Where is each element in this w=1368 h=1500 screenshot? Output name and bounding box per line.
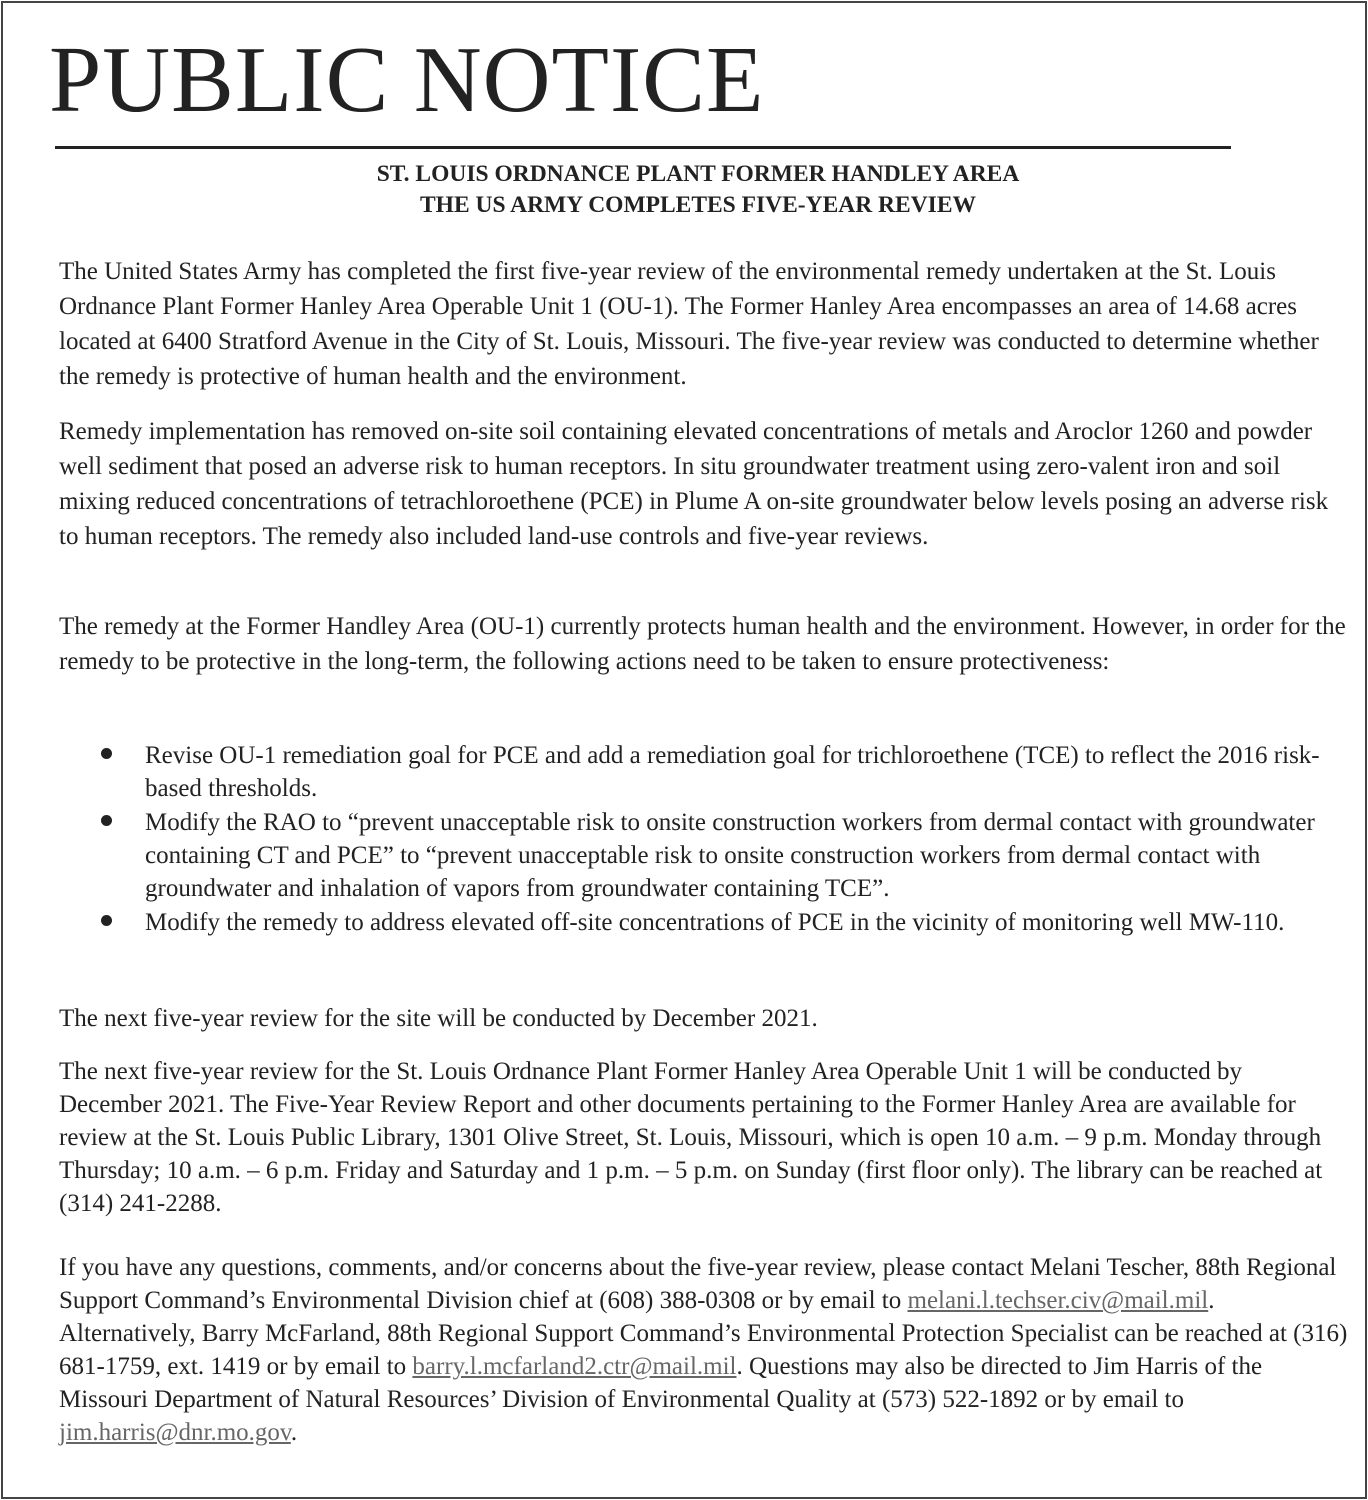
list-item	[59, 906, 1349, 939]
contact-text-2: . Alternatively, Barry McFarland, 88th Regional Support Command’s Environmental Protection Specialist can be reached at (316) 681-1759, ext. 1419 or by email to	[59, 1287, 1348, 1380]
paragraph-contact	[59, 1251, 1349, 1449]
headline-line-2: THE US ARMY COMPLETES FIVE-YEAR REVIEW	[419, 192, 976, 218]
paragraph-remedy-implementation: Remedy implementation has removed on-site soil containing elevated concentrations of metals and Aroclor 1260 and powder well sediment that posed an adverse risk to human receptors. In situ groundwater treatment using zero-valent iron and soil mixing reduced concentrations of tetrachloroethene (PCE) in Plume A on-site groundwater below levels posing an adverse risk to human receptors. The remedy also included land-use controls and five-year reviews.	[59, 418, 1329, 550]
title-divider	[55, 146, 1231, 149]
notice-frame	[1, 1, 1367, 1499]
page-title: PUBLIC NOTICE	[49, 28, 765, 132]
list-item-text: Modify the RAO to “prevent unacceptable risk to onsite construction workers from dermal contact with groundwater containing CT and PCE” to “prevent unacceptable risk to onsite construction workers from dermal contact with groundwater and inhalation of vapors from groundwater containing TCE”.	[145, 809, 1315, 902]
list-item	[59, 806, 1349, 905]
paragraph-library: The next five-year review for the St. Louis Ordnance Plant Former Hanley Area Operable Unit 1 will be conducted by December 2021. The Five-Year Review Report and other documents pertaining to the Former Hanley Area are available for review at the St. Louis Public Library, 1301 Olive Street, St. Louis, Missouri, which is open 10 a.m. – 9 p.m. Monday through Thursday; 10 a.m. – 6 p.m. Friday and Saturday and 1 p.m. – 5 p.m. on Sunday (first floor only). The library can be reached at (314) 241-2288.	[59, 1058, 1323, 1217]
bullet-icon	[101, 748, 112, 759]
paragraph-protectiveness: The remedy at the Former Handley Area (OU-1) currently protects human health and the environment. However, in order for the remedy to be protective in the long-term, the following actions need to be taken to ensure protectiveness:	[59, 613, 1346, 675]
bullet-icon	[101, 915, 112, 926]
list-item-text: Modify the remedy to address elevated off-site concentrations of PCE in the vicinity of monitoring well MW-110.	[145, 909, 1285, 936]
headline-line-1: ST. LOUIS ORDNANCE PLANT FORMER HANDLEY AREA	[376, 161, 1020, 187]
email-link-tescher[interactable]: melani.l.techser.civ@mail.mil	[907, 1287, 1209, 1314]
contact-text-1: If you have any questions, comments, and/or concerns about the five-year review, please contact Melani Tescher, 88th Regional Support Command’s Environmental Division chief at (608) 388-0308 or by email to	[59, 1254, 1337, 1314]
headline	[3, 159, 1368, 221]
bullet-icon	[101, 815, 112, 826]
contact-text-4: .	[290, 1419, 298, 1446]
email-link-mcfarland[interactable]: barry.l.mcfarland2.ctr@mail.mil	[412, 1353, 737, 1380]
list-item-text: Revise OU-1 remediation goal for PCE and add a remediation goal for trichloroethene (TCE) to reflect the 2016 risk-based thresholds.	[145, 742, 1320, 802]
contact-text-3: . Questions may also be directed to Jim Harris of the Missouri Department of Natural Resources’ Division of Environmental Quality at (573) 522-1892 or by email to	[59, 1353, 1263, 1413]
paragraph-next-review: The next five-year review for the site will be conducted by December 2021.	[59, 1005, 818, 1032]
paragraph-intro: The United States Army has completed the first five-year review of the environmental remedy undertaken at the St. Louis Ordnance Plant Former Hanley Area Operable Unit 1 (OU-1). The Former Hanley Area encompasses an area of 14.68 acres located at 6400 Stratford Avenue in the City of St. Louis, Missouri. The five-year review was conducted to determine whether the remedy is protective of human health and the environment.	[59, 258, 1319, 390]
action-list	[59, 739, 1349, 940]
list-item	[59, 739, 1349, 805]
email-link-harris[interactable]: jim.harris@dnr.mo.gov	[59, 1419, 291, 1446]
